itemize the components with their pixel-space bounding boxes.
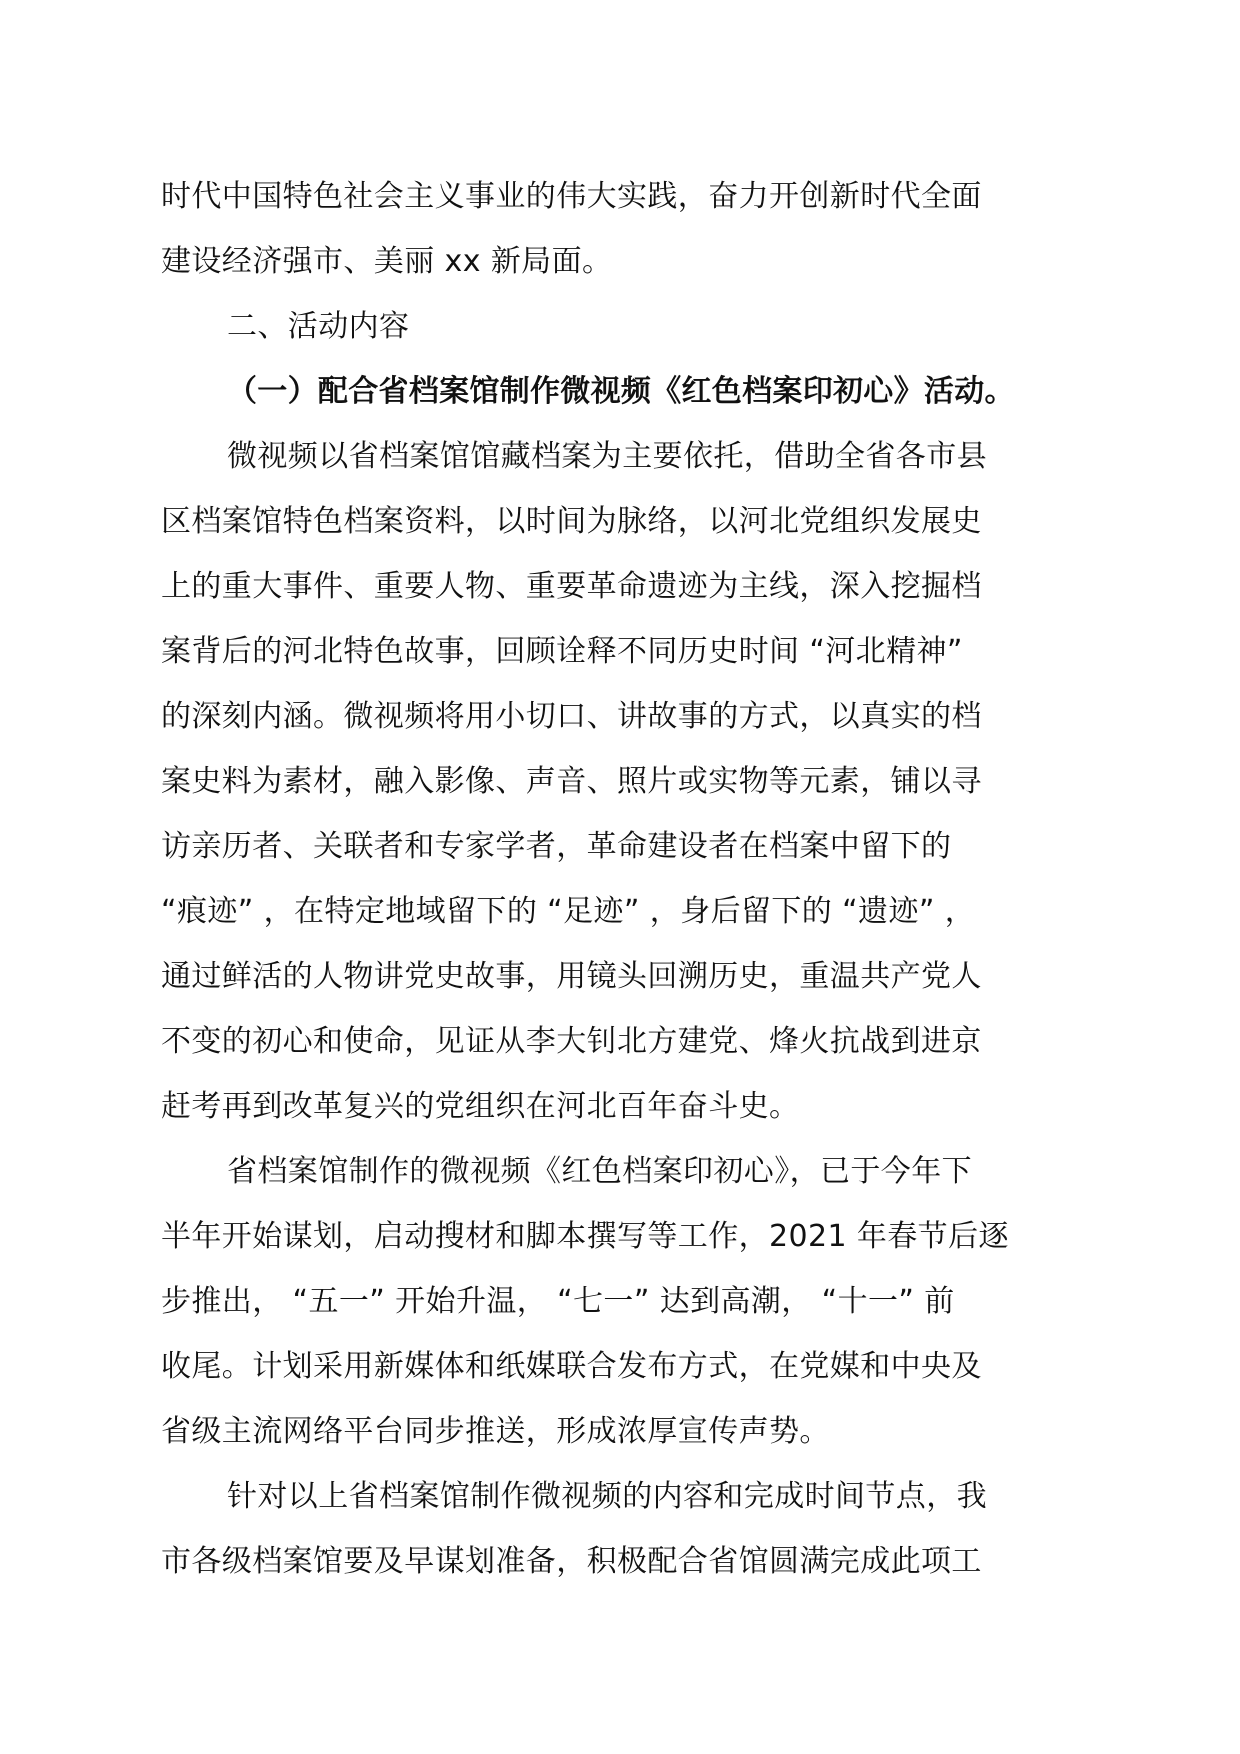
paragraph-line: 市各级档案馆要及早谋划准备，积极配合省馆圆满完成此项工 (161, 1544, 982, 1579)
paragraph-line: 时代中国特色社会主义事业的伟大实践，奋力开创新时代全面 (161, 179, 982, 214)
paragraph-line: 步推出， “五一” 开始升温， “七一” 达到高潮， “十一” 前 (161, 1284, 955, 1319)
paragraph-line: 访亲历者、关联者和专家学者，革命建设者在档案中留下的 (161, 829, 952, 864)
paragraph-line: 上的重大事件、重要人物、重要革命遗迹为主线，深入挖掘档 (161, 569, 982, 604)
paragraph-line: 不变的初心和使命，见证从李大钊北方建党、烽火抗战到进京 (161, 1024, 982, 1059)
paragraph-line: 省档案馆制作的微视频《红色档案印初心》，已于今年下 (227, 1154, 972, 1189)
paragraph-line: 半年开始谋划，启动搜材和脚本撰写等工作，2021 年春节后逐 (161, 1219, 1009, 1254)
paragraph-line: 通过鲜活的人物讲党史故事，用镜头回溯历史，重温共产党人 (161, 959, 982, 994)
paragraph-line: 赶考再到改革复兴的党组织在河北百年奋斗史。 (161, 1089, 800, 1124)
paragraph-line: 微视频以省档案馆馆藏档案为主要依托，借助全省各市县 (227, 439, 987, 474)
paragraph-line: “痕迹” ，在特定地域留下的 “足迹” ，身后留下的 “遗迹” ， (161, 894, 976, 929)
paragraph-line: 建设经济强市、美丽 xx 新局面。 (161, 244, 613, 279)
section-heading: 二、活动内容 (227, 309, 410, 344)
paragraph-line: 省级主流网络平台同步推送，形成浓厚宣传声势。 (161, 1414, 830, 1449)
paragraph-line: 收尾。计划采用新媒体和纸媒联合发布方式，在党媒和中央及 (161, 1349, 982, 1384)
paragraph-line: 针对以上省档案馆制作微视频的内容和完成时间节点，我 (227, 1479, 987, 1514)
paragraph-line: 案背后的河北特色故事，回顾诠释不同历史时间 “河北精神” (161, 634, 963, 669)
paragraph-line: 区档案馆特色档案资料，以时间为脉络，以河北党组织发展史 (161, 504, 982, 539)
document-body (161, 164, 1091, 1594)
paragraph-line: 的深刻内涵。微视频将用小切口、讲故事的方式，以真实的档 (161, 699, 982, 734)
subsection-heading: （一）配合省档案馆制作微视频《红色档案印初心》活动。 (227, 374, 1015, 409)
paragraph-line: 案史料为素材，融入影像、声音、照片或实物等元素，铺以寻 (161, 764, 982, 799)
